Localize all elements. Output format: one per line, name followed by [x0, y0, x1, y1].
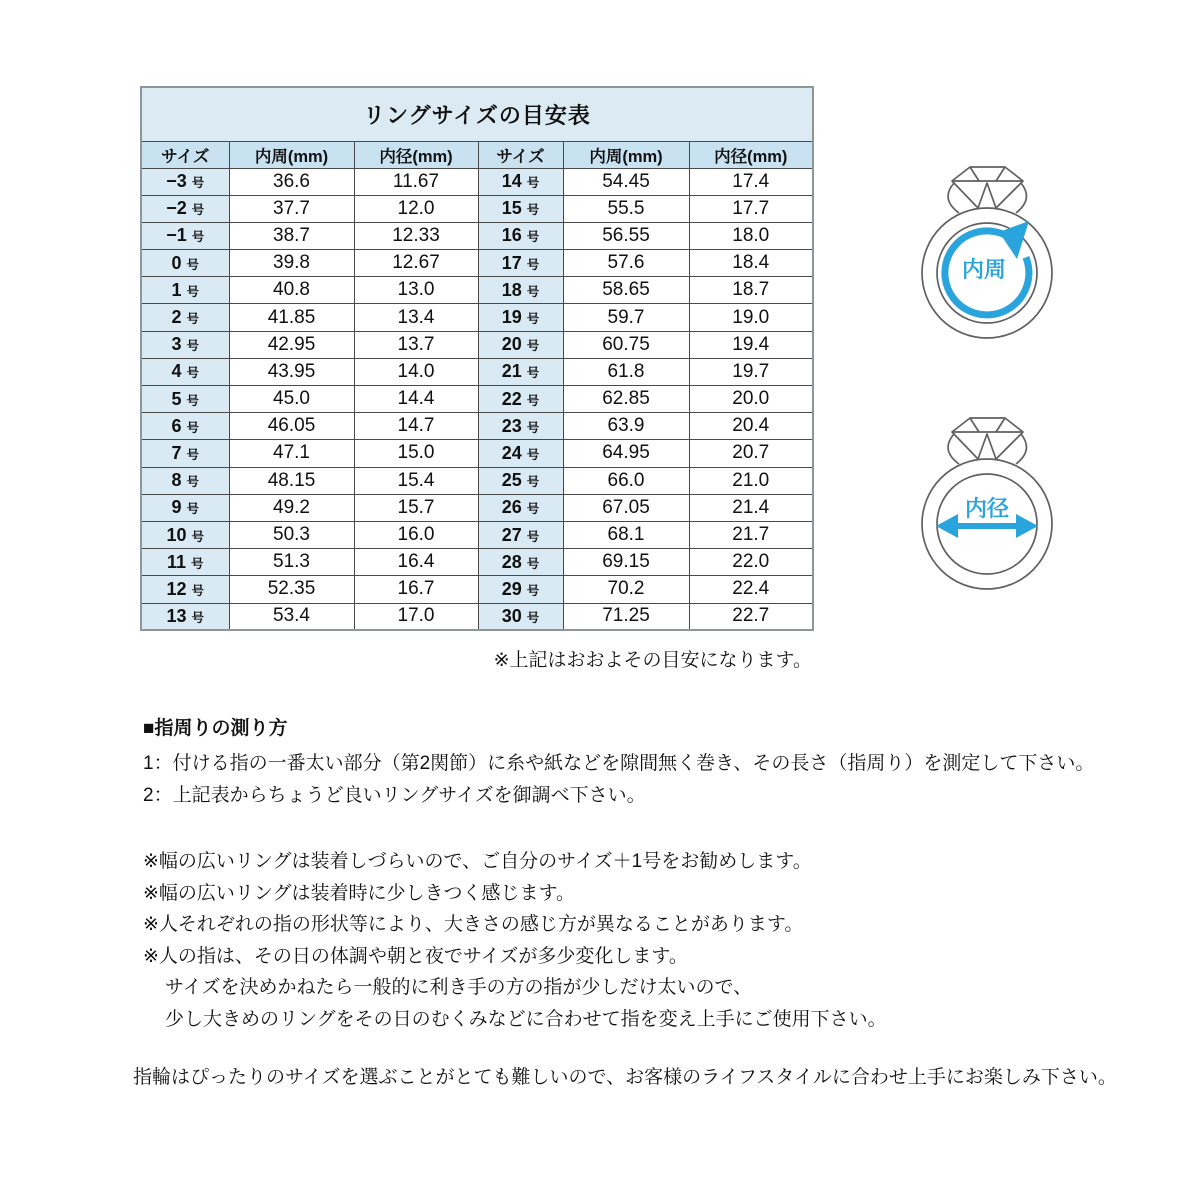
size-cell	[141, 440, 229, 467]
size-cell	[478, 413, 563, 440]
size-number: 26	[501, 497, 522, 518]
note-line: ※幅の広いリングは装着時に少しきつく感じます。	[143, 882, 576, 904]
circumference-cell: 56.55	[563, 222, 689, 249]
size-number: 29	[501, 578, 522, 599]
size-number: 11	[166, 551, 186, 572]
size-cell	[141, 304, 229, 331]
diameter-cell: 21.0	[689, 467, 813, 494]
size-cell	[141, 549, 229, 576]
size-number: 15	[501, 198, 522, 219]
size-unit: 号	[526, 312, 540, 327]
circumference-cell: 67.05	[563, 494, 689, 521]
size-number: 0	[171, 252, 182, 273]
col-header-circumference: 内周(mm)	[229, 141, 354, 168]
table-header-row	[141, 141, 813, 168]
diameter-cell: 15.0	[354, 440, 478, 467]
size-cell	[141, 250, 229, 277]
size-cell	[141, 603, 229, 630]
table-row	[141, 576, 813, 603]
circumference-cell: 63.9	[563, 413, 689, 440]
size-unit: 号	[186, 502, 200, 517]
size-unit: 号	[186, 420, 200, 435]
size-unit: 号	[526, 475, 540, 490]
size-unit: 号	[186, 339, 200, 354]
circumference-cell: 46.05	[229, 413, 354, 440]
size-cell	[478, 195, 563, 222]
size-number: 8	[171, 470, 182, 491]
size-number: 3	[171, 334, 182, 355]
size-number: 4	[171, 361, 182, 382]
size-cell	[141, 358, 229, 385]
diameter-cell: 17.7	[689, 195, 813, 222]
table-row	[141, 603, 813, 630]
step-line: 1：付ける指の一番太い部分（第2関節）に糸や紙などを隙間無く巻き、その長さ（指周り）を測定して下さい。	[143, 753, 1095, 774]
table-footnote: ※上記はおおよその目安になります。	[493, 650, 812, 671]
note-line: 少し大きめのリングをその日のむくみなどに合わせて指を変え上手にご使用下さい。	[165, 1008, 887, 1030]
size-unit: 号	[191, 203, 205, 218]
size-number: −2	[166, 198, 187, 219]
table-row	[141, 440, 813, 467]
size-number: 1	[171, 279, 182, 300]
circumference-cell: 42.95	[229, 331, 354, 358]
table-row	[141, 494, 813, 521]
circumference-cell: 58.65	[563, 277, 689, 304]
size-unit: 号	[526, 339, 540, 354]
size-unit: 号	[526, 420, 540, 435]
size-unit: 号	[191, 556, 204, 571]
size-unit: 号	[526, 583, 540, 598]
diameter-cell: 17.4	[689, 168, 813, 195]
circumference-cell: 40.8	[229, 277, 354, 304]
size-cell	[478, 331, 563, 358]
size-unit: 号	[526, 447, 540, 462]
circumference-cell: 48.15	[229, 467, 354, 494]
note-line: サイズを決めかねたら一般的に利き手の方の指が少しだけ太いので、	[165, 977, 753, 998]
size-cell	[141, 521, 229, 548]
diameter-cell: 13.7	[354, 331, 478, 358]
diameter-cell: 18.4	[689, 250, 813, 277]
circumference-cell: 60.75	[563, 331, 689, 358]
size-cell	[478, 467, 563, 494]
step-line: 2：上記表からちょうど良いリングサイズを御調べ下さい。	[143, 785, 646, 806]
diameter-cell: 13.0	[354, 277, 478, 304]
size-unit: 号	[191, 610, 205, 625]
size-unit: 号	[526, 176, 540, 191]
table-row	[141, 549, 813, 576]
size-unit: 号	[191, 230, 205, 245]
size-cell	[478, 549, 563, 576]
size-unit: 号	[526, 556, 540, 571]
diameter-cell: 16.0	[354, 521, 478, 548]
circumference-cell: 57.6	[563, 250, 689, 277]
ring-size-table	[140, 86, 814, 631]
circumference-cell: 52.35	[229, 576, 354, 603]
diameter-cell: 21.7	[689, 521, 813, 548]
diameter-cell: 12.67	[354, 250, 478, 277]
size-cell	[478, 168, 563, 195]
circumference-cell: 38.7	[229, 222, 354, 249]
diameter-cell: 14.4	[354, 386, 478, 413]
size-cell	[478, 440, 563, 467]
col-header-diameter: 内径(mm)	[354, 141, 478, 168]
note-line: ※人それぞれの指の形状等により、大きさの感じ方が異なることがあります。	[143, 914, 804, 935]
circumference-cell: 47.1	[229, 440, 354, 467]
diameter-cell: 20.0	[689, 386, 813, 413]
diameter-cell: 19.7	[689, 358, 813, 385]
circumference-cell: 49.2	[229, 494, 354, 521]
circumference-cell: 51.3	[229, 549, 354, 576]
ring-circumference-diagram	[912, 155, 1062, 345]
circumference-cell: 36.6	[229, 168, 354, 195]
size-unit: 号	[526, 529, 540, 544]
diameter-cell: 22.4	[689, 576, 813, 603]
circumference-cell: 66.0	[563, 467, 689, 494]
size-number: −3	[166, 171, 187, 192]
circumference-cell: 43.95	[229, 358, 354, 385]
diameter-cell: 15.7	[354, 494, 478, 521]
note-line: ※幅の広いリングは装着しづらいので、ご自分のサイズ＋1号をお勧めします。	[143, 851, 812, 872]
table-row	[141, 331, 813, 358]
diameter-cell: 16.7	[354, 576, 478, 603]
diameter-cell: 18.0	[689, 222, 813, 249]
size-cell	[478, 250, 563, 277]
diameter-cell: 15.4	[354, 467, 478, 494]
diameter-label: 内径	[964, 496, 1010, 521]
table-title: リングサイズの目安表	[141, 87, 813, 141]
size-unit: 号	[186, 366, 200, 381]
diameter-cell: 12.0	[354, 195, 478, 222]
diameter-cell: 22.7	[689, 603, 813, 630]
circumference-cell: 45.0	[229, 386, 354, 413]
diamond-icon	[952, 418, 1023, 459]
circumference-cell: 37.7	[229, 195, 354, 222]
measuring-heading: ■指周りの測り方	[143, 718, 288, 739]
circumference-cell: 69.15	[563, 549, 689, 576]
size-unit: 号	[186, 475, 200, 490]
table-row	[141, 386, 813, 413]
circumference-cell: 39.8	[229, 250, 354, 277]
table-row	[141, 222, 813, 249]
size-cell	[478, 304, 563, 331]
size-number: 12	[166, 578, 187, 599]
size-number: 16	[501, 225, 522, 246]
diameter-cell: 12.33	[354, 222, 478, 249]
table-row	[141, 467, 813, 494]
size-cell	[478, 603, 563, 630]
table-row	[141, 168, 813, 195]
diameter-cell: 16.4	[354, 549, 478, 576]
diameter-cell: 14.0	[354, 358, 478, 385]
size-number: 21	[501, 361, 522, 382]
table-title-row	[141, 87, 813, 141]
measuring-section	[143, 710, 1103, 1035]
size-unit: 号	[186, 312, 200, 327]
size-unit: 号	[526, 502, 540, 517]
diameter-cell: 18.7	[689, 277, 813, 304]
diameter-cell: 22.0	[689, 549, 813, 576]
measuring-notes	[143, 846, 1103, 1035]
note-line: ※人の指は、その日の体調や朝と夜でサイズが多少変化します。	[143, 945, 688, 967]
size-cell	[141, 331, 229, 358]
size-number: 24	[501, 442, 522, 463]
size-unit: 号	[526, 610, 540, 625]
col-header-diameter: 内径(mm)	[689, 141, 813, 168]
size-number: 9	[171, 497, 182, 518]
size-number: 10	[166, 524, 187, 545]
size-unit: 号	[526, 284, 540, 299]
table-row	[141, 358, 813, 385]
size-number: 27	[501, 524, 522, 545]
circumference-cell: 68.1	[563, 521, 689, 548]
size-cell	[141, 195, 229, 222]
size-unit: 号	[526, 203, 540, 218]
size-cell	[478, 358, 563, 385]
diamond-icon	[952, 167, 1023, 208]
size-number: 25	[501, 470, 522, 491]
size-number: 23	[501, 415, 522, 436]
size-unit: 号	[526, 230, 540, 245]
size-cell	[478, 222, 563, 249]
measuring-steps	[143, 748, 1103, 812]
size-cell	[141, 222, 229, 249]
size-number: 14	[501, 171, 522, 192]
size-cell	[478, 277, 563, 304]
size-cell	[141, 413, 229, 440]
col-header-size: サイズ	[478, 141, 563, 168]
size-unit: 号	[526, 257, 540, 272]
circumference-cell: 50.3	[229, 521, 354, 548]
size-unit: 号	[186, 257, 200, 272]
size-number: 30	[501, 605, 522, 626]
size-number: 28	[501, 551, 522, 572]
size-number: 19	[501, 307, 522, 328]
col-header-size: サイズ	[141, 141, 229, 168]
ring-diameter-diagram	[912, 406, 1062, 596]
diameter-cell: 11.67	[354, 168, 478, 195]
size-unit: 号	[191, 583, 205, 598]
circumference-cell: 54.45	[563, 168, 689, 195]
table-row	[141, 304, 813, 331]
circumference-cell: 62.85	[563, 386, 689, 413]
size-number: 18	[501, 279, 522, 300]
diameter-cell: 19.0	[689, 304, 813, 331]
size-number: 22	[501, 388, 522, 409]
table-row	[141, 413, 813, 440]
size-unit: 号	[191, 529, 205, 544]
size-number: 7	[171, 442, 182, 463]
size-cell	[141, 277, 229, 304]
circumference-cell: 64.95	[563, 440, 689, 467]
size-cell	[478, 386, 563, 413]
circumference-cell: 55.5	[563, 195, 689, 222]
table-row	[141, 250, 813, 277]
circumference-cell: 61.8	[563, 358, 689, 385]
table-row	[141, 277, 813, 304]
diameter-cell: 14.7	[354, 413, 478, 440]
size-unit: 号	[186, 447, 200, 462]
size-cell	[141, 467, 229, 494]
size-number: 5	[171, 388, 182, 409]
size-number: 17	[501, 252, 522, 273]
size-unit: 号	[191, 176, 205, 191]
circumference-label: 内周	[961, 257, 1007, 282]
size-cell	[141, 494, 229, 521]
circumference-cell: 59.7	[563, 304, 689, 331]
circumference-cell: 70.2	[563, 576, 689, 603]
size-number: −1	[166, 225, 187, 246]
size-number: 20	[501, 334, 522, 355]
size-number: 6	[171, 415, 182, 436]
diameter-cell: 13.4	[354, 304, 478, 331]
size-unit: 号	[526, 366, 540, 381]
closing-text: 指輪はぴったりのサイズを選ぶことがとても難しいので、お客様のライフスタイルに合わせ上手にお楽しみ下さい。	[133, 1067, 1117, 1088]
size-unit: 号	[186, 284, 200, 299]
circumference-cell: 53.4	[229, 603, 354, 630]
size-cell	[141, 576, 229, 603]
diameter-cell: 20.4	[689, 413, 813, 440]
size-cell	[141, 386, 229, 413]
size-cell	[141, 168, 229, 195]
size-cell	[478, 576, 563, 603]
diameter-cell: 21.4	[689, 494, 813, 521]
size-unit: 号	[526, 393, 540, 408]
circumference-cell: 71.25	[563, 603, 689, 630]
diameter-cell: 17.0	[354, 603, 478, 630]
size-number: 2	[171, 307, 182, 328]
size-cell	[478, 494, 563, 521]
col-header-circumference: 内周(mm)	[563, 141, 689, 168]
table-row	[141, 195, 813, 222]
diameter-cell: 19.4	[689, 331, 813, 358]
size-unit: 号	[186, 393, 200, 408]
circumference-cell: 41.85	[229, 304, 354, 331]
size-cell	[478, 521, 563, 548]
size-number: 13	[166, 605, 187, 626]
table-row	[141, 521, 813, 548]
diameter-cell: 20.7	[689, 440, 813, 467]
